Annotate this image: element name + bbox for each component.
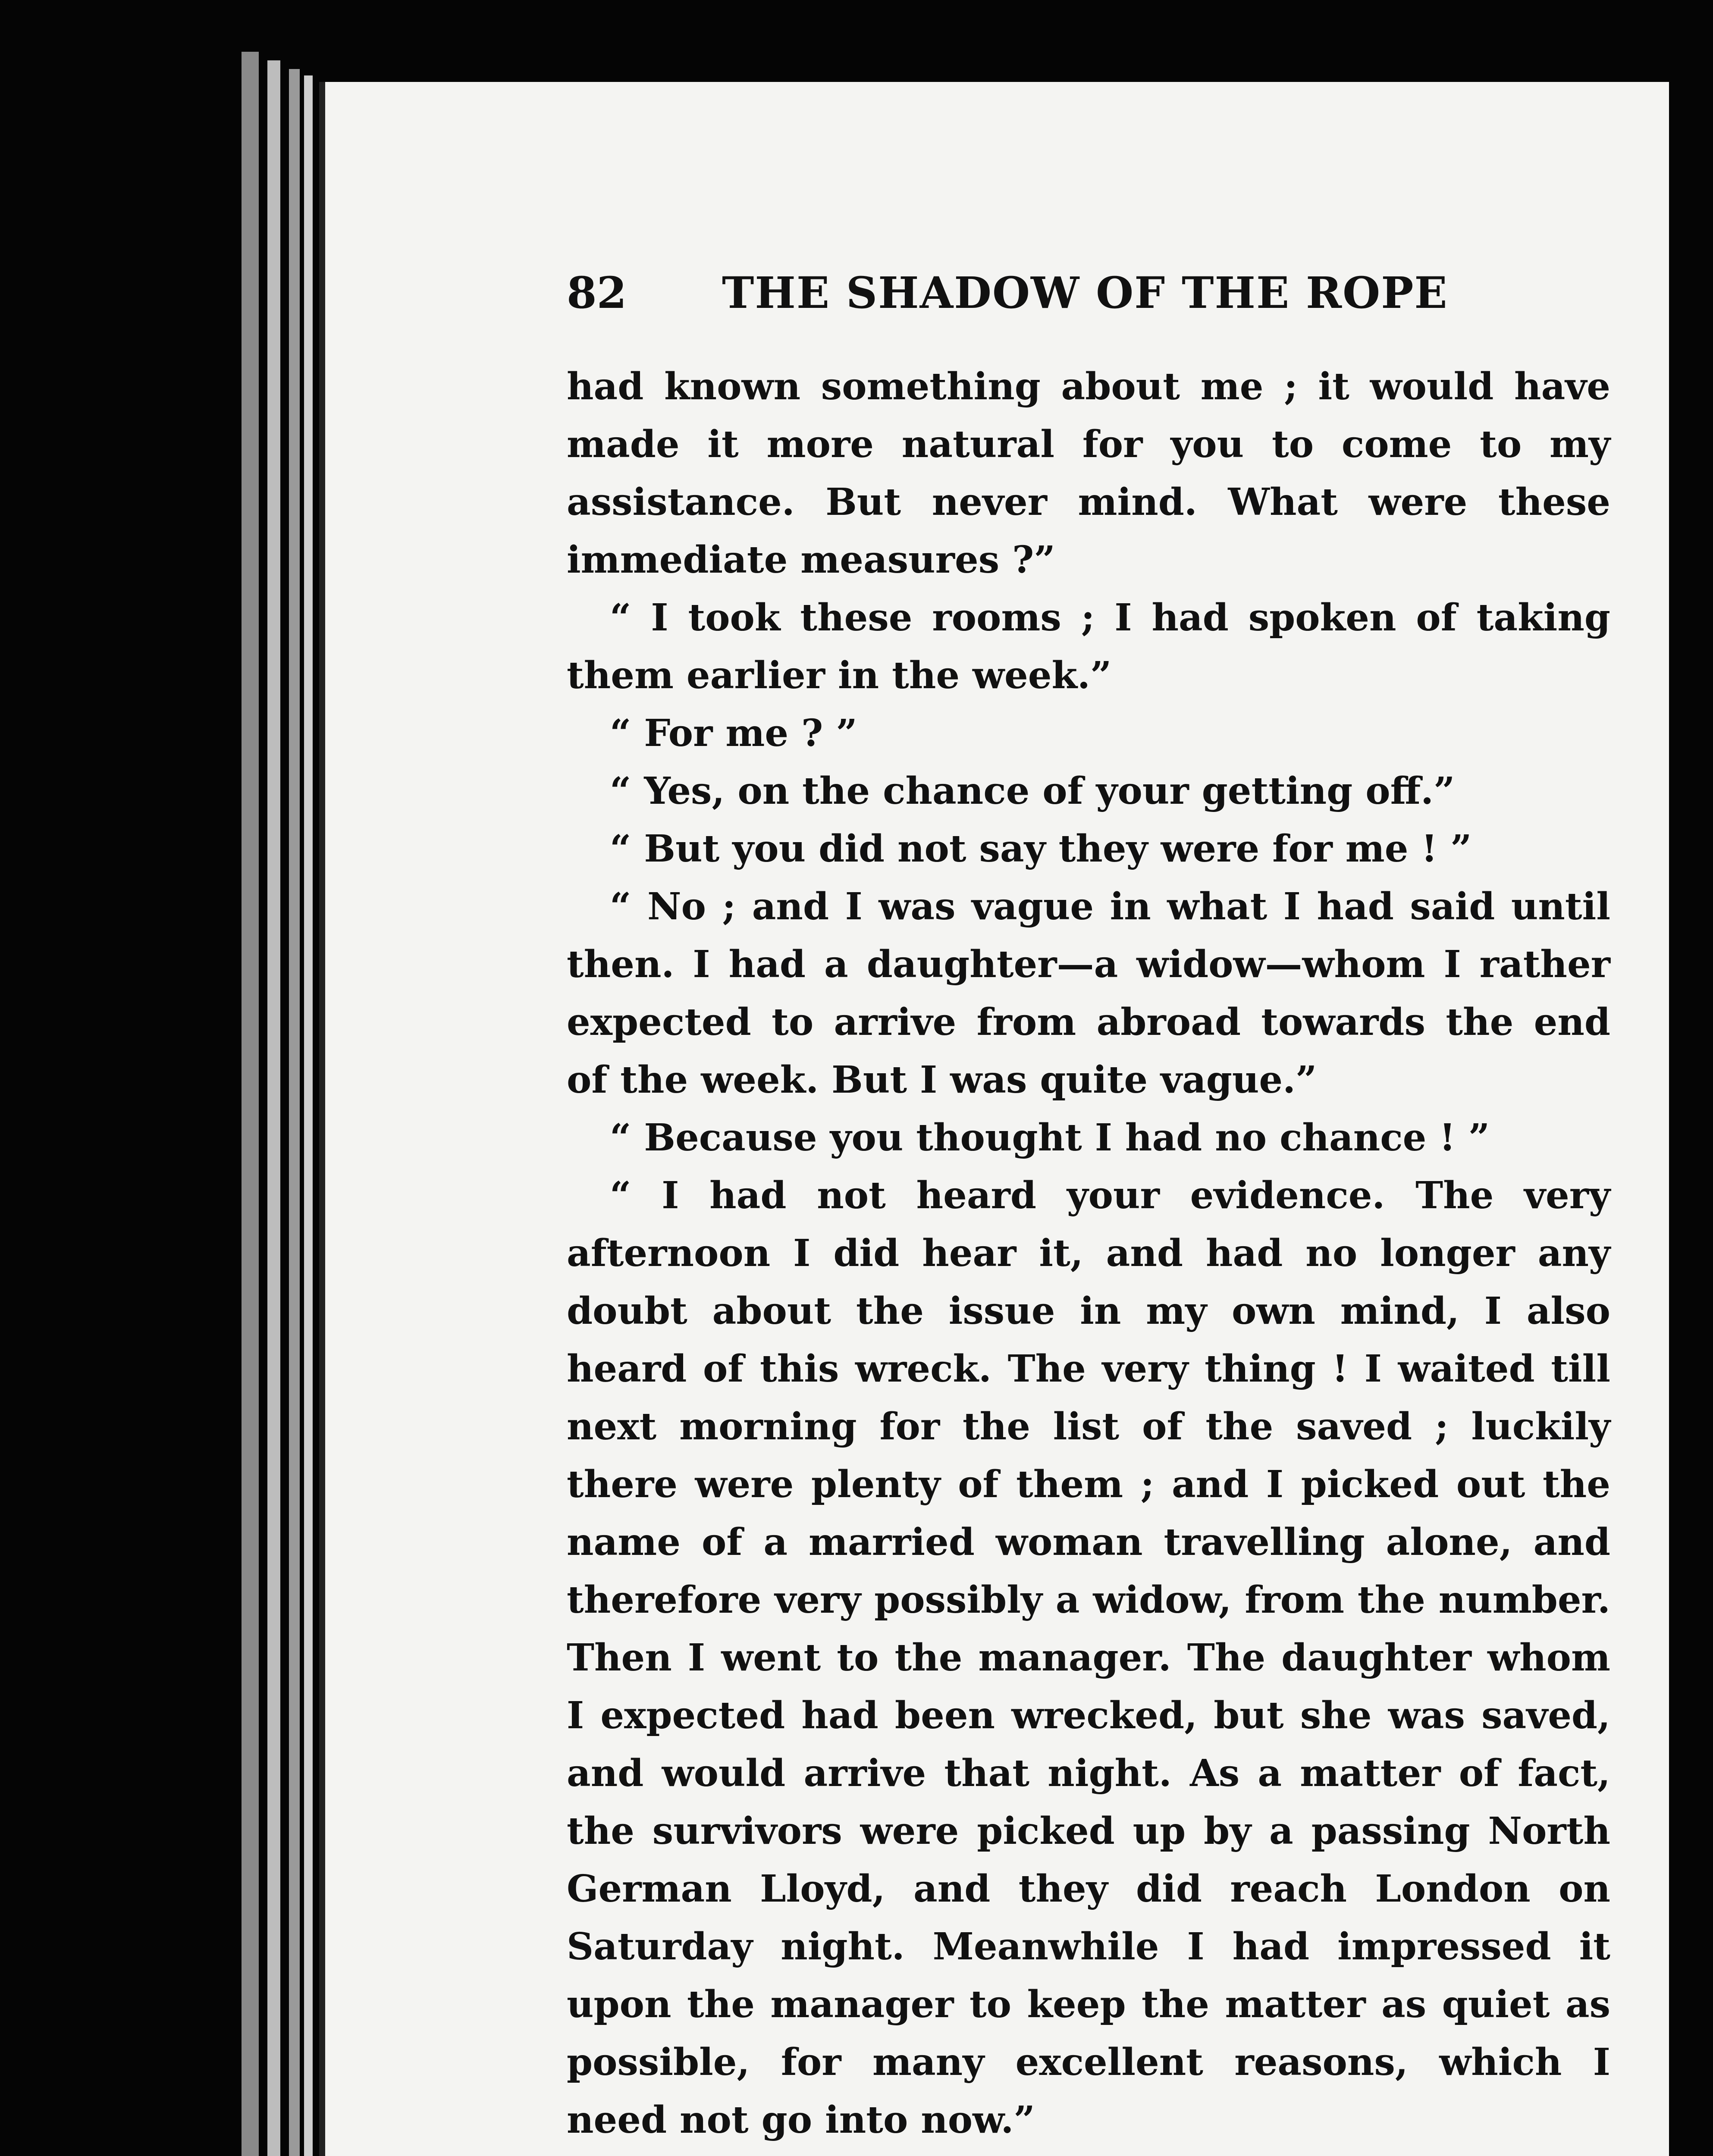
paragraph: “ But you did not say they were for me ! ” bbox=[610, 827, 1472, 871]
page-edge bbox=[289, 69, 300, 2156]
page-number: 82 bbox=[567, 267, 627, 318]
paragraph: “ I had not heard your evidence. The very afternoon I did hear it, and had no longer any doubt about the issue in my own mind, I also heard of this wreck. The very thing ! I waited till next morning for the list of the saved ; luckily there were plenty of them ; and I picked out the name of a married woman travelling alone, and therefore very possibly a widow, from the number. Then I went to the manager. The daughter whom I expected had been wrecked, but she was saved, and would arrive that night. As a matter of fact, the survivors were picked up by a passing North German Lloyd, and they did reach London on Saturday night. Meanwhile I had impressed it upon the manager to keep the matter as quiet as possible, for many excellent reasons, which I need not go into now.” bbox=[567, 1174, 1610, 2142]
book-page bbox=[319, 82, 1669, 2156]
page-edge bbox=[267, 60, 280, 2156]
paragraph: “ Yes, on the chance of your getting off.” bbox=[610, 769, 1455, 813]
running-title: THE SHADOW OF THE ROPE bbox=[722, 267, 1448, 318]
page-edge bbox=[304, 75, 313, 2156]
paragraph: “ Because you thought I had no chance ! ” bbox=[610, 1116, 1490, 1159]
page-edge bbox=[242, 52, 259, 2156]
paragraph: “ No ; and I was vague in what I had said until then. I had a daughter—a widow—whom I rather expected to arrive from abroad towards the end of the week. But I was quite vague.” bbox=[567, 885, 1610, 1102]
paragraph: had known something about me ; it would have made it more natural for you to come to my assistance. But never mind. What were these immediate measures ?” bbox=[567, 365, 1610, 582]
body-text bbox=[567, 358, 1610, 2149]
paragraph: “ I took these rooms ; I had spoken of taking them earlier in the week.” bbox=[567, 596, 1610, 697]
paragraph: “ For me ? ” bbox=[610, 711, 857, 755]
